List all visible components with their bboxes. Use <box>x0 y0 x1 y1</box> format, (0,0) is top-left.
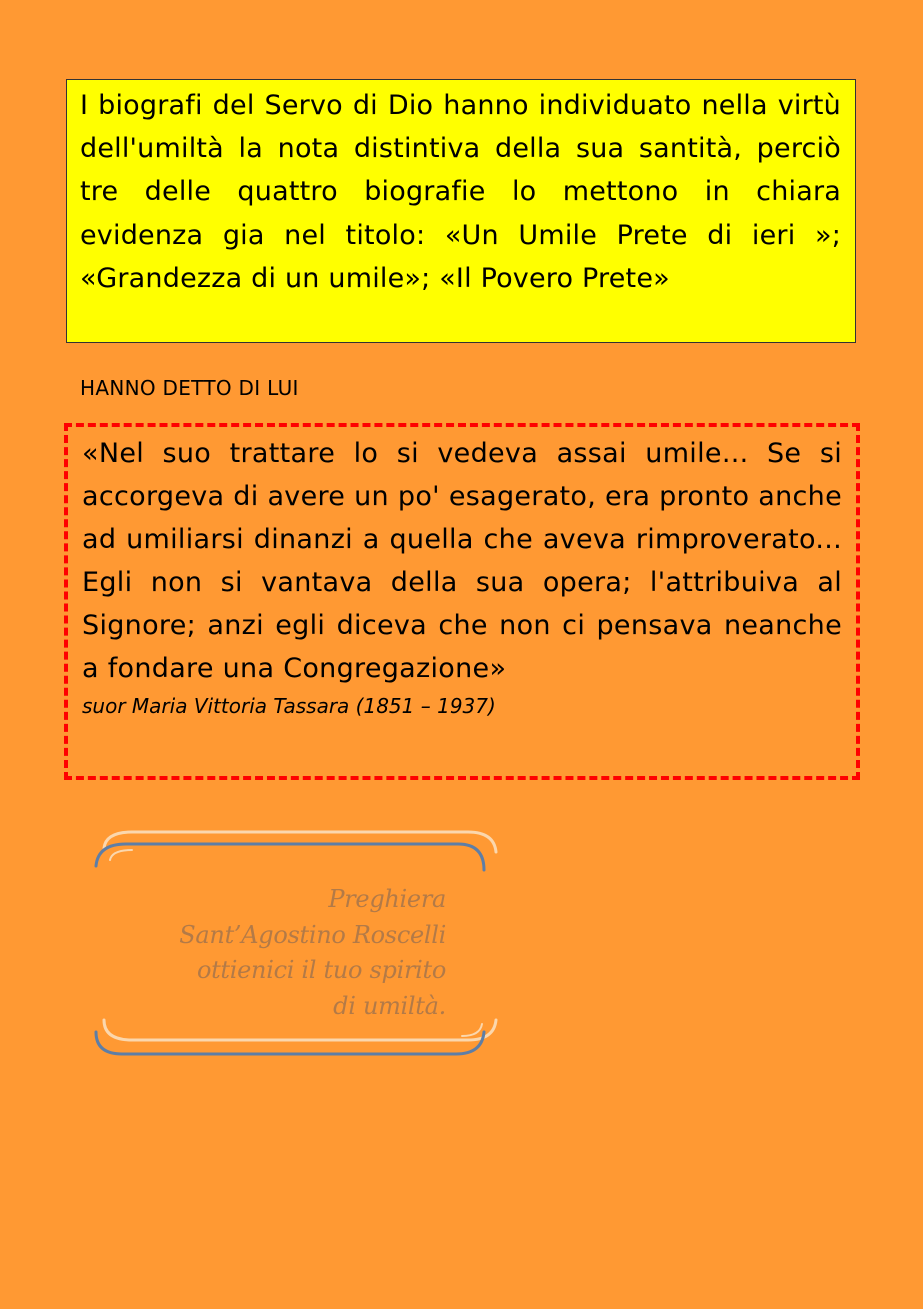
quote-author: suor Maria Vittoria Tassara (1851 – 1937) <box>82 694 496 718</box>
prayer-frame <box>92 826 500 1062</box>
section-heading: HANNO DETTO DI LUI <box>80 376 299 400</box>
prayer-line: di umiltà. <box>333 991 446 1020</box>
intro-box <box>66 79 856 343</box>
intro-text: I biografi del Servo di Dio hanno individuato nella virtù dell'umiltà la nota distintiva della sua santità, perciò tre delle quattro biografie lo mettono in chiara evidenza gia nel titolo: «Un Umile Prete di ieri »; «Grandezza di un umile»; «Il Povero Prete» <box>80 90 841 294</box>
prayer-text <box>179 882 446 1024</box>
quote-text: «Nel suo trattare lo si vedeva assai umile... Se si accorgeva di avere un po' esagerato, era pronto anche ad umiliarsi dinanzi a quella che aveva rimproverato... Egli non si vantava della sua opera; l'attribuiva al Signore; anzi egli diceva che non ci pensava neanche a fondare una Congregazione» <box>82 438 842 684</box>
prayer-line: Sant’Agostino Roscelli <box>179 920 446 949</box>
prayer-line: Preghiera <box>328 885 446 913</box>
quote-box <box>64 423 860 780</box>
prayer-line: ottienici il tuo spirito <box>196 956 446 984</box>
